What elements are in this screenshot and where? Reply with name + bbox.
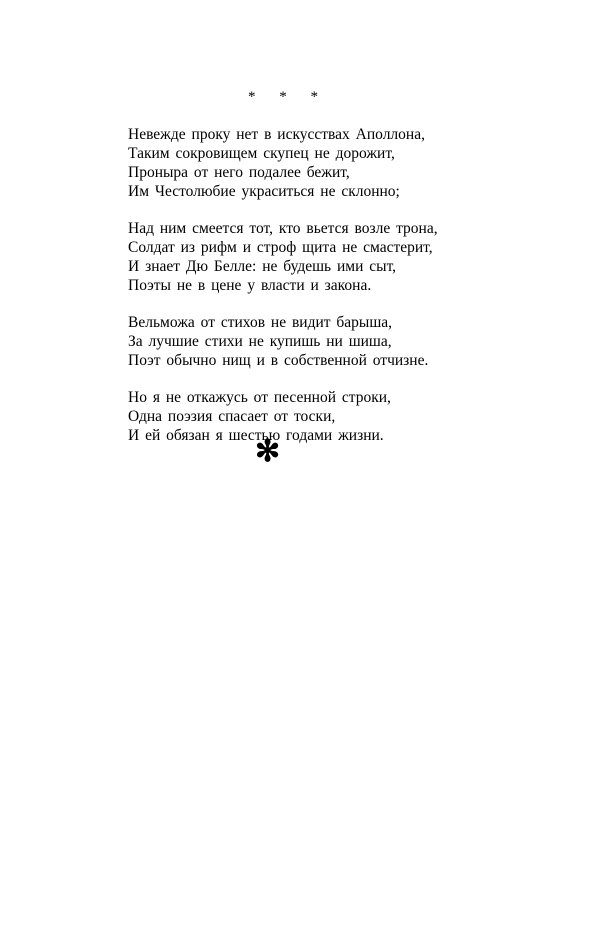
poem-line: Одна поэзия спасает от тоски,: [128, 408, 336, 425]
poem-line: Над ним смеется тот, кто вьется возле трона,: [128, 220, 438, 237]
poem-line: Таким сокровищем скупец не дорожит,: [128, 145, 395, 162]
stanza-2: [128, 219, 568, 295]
stanza-1: [128, 125, 568, 201]
poem-line: За лучшие стихи не купишь ни шиша,: [128, 333, 392, 350]
poem-line: Невежде проку нет в искусствах Аполлона,: [128, 126, 425, 143]
poem-line: Но я не откажусь от песенной строки,: [128, 389, 391, 406]
poem-line: Им Честолюбие украситься не склонно;: [128, 183, 400, 200]
section-asterisks: * * *: [248, 89, 328, 105]
poem-line: И ей обязан я шестью годами жизни.: [128, 427, 384, 444]
poem-line: Солдат из рифм и строф щита не смастерит,: [128, 239, 433, 256]
poem-line: Поэты не в цене у власти и закона.: [128, 277, 372, 294]
asterisk-ornament-icon: ✻: [255, 435, 281, 468]
stanza-3: [128, 313, 568, 370]
poem-line: И знает Дю Белле: не будешь ими сыт,: [128, 258, 397, 275]
stanza-4: [128, 388, 568, 445]
poem: [128, 125, 568, 463]
poem-line: Вельможа от стихов не видит барыша,: [128, 314, 393, 331]
poem-line: Пронырa от него подалее бежит,: [128, 164, 350, 181]
poem-line: Поэт обычно нищ и в собственной отчизне.: [128, 352, 429, 369]
